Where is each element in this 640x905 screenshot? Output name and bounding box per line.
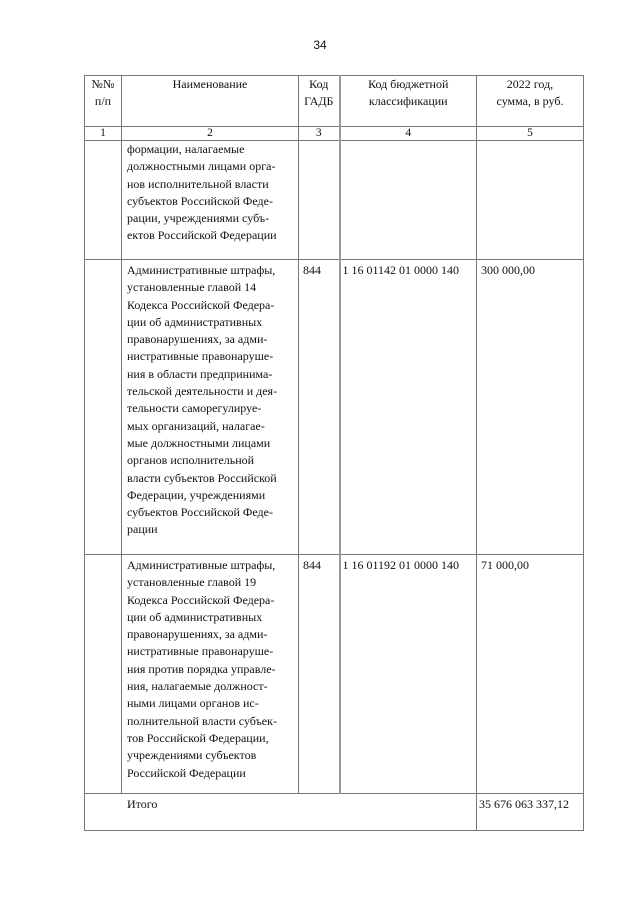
text-line: Российской Федерации: [127, 765, 246, 780]
column-number: 3: [299, 127, 340, 141]
text-line: Административные штрафы,: [127, 558, 276, 572]
text-line: установленные главой 14: [127, 280, 257, 295]
row-gadb: 844: [299, 260, 340, 555]
row-gadb: 844: [299, 555, 340, 794]
text-line: Наименование: [172, 77, 248, 91]
text-line: власти субъектов Российской: [127, 470, 277, 485]
column-number: 5: [477, 127, 584, 141]
text-line: должностными лицами орга-: [127, 159, 276, 174]
text-line: тельности саморегулируе-: [127, 401, 262, 416]
total-sum: 35 676 063 337,12: [477, 794, 584, 831]
row-sum: 300 000,00: [477, 260, 584, 555]
text-line: ния против порядка управле-: [127, 661, 276, 676]
text-line: ГАДБ: [304, 94, 334, 108]
text-line: Административные штрафы,: [127, 263, 276, 277]
column-number: 4: [340, 127, 477, 141]
table-row: [85, 141, 584, 260]
text-line: ными лицами органов ис-: [127, 696, 259, 711]
text-line: мых организаций, налагае-: [127, 418, 265, 433]
row-sum: 71 000,00: [477, 555, 584, 794]
text-line: формации, налагаемые: [127, 142, 245, 156]
text-line: ции об административных: [127, 314, 263, 329]
column-number: 2: [122, 127, 299, 141]
column-number-row: [85, 127, 584, 141]
header-cell-sum: [477, 76, 584, 127]
text-line: Код бюджетной: [368, 77, 449, 91]
text-line: установленные главой 19: [127, 575, 257, 590]
column-number: 1: [85, 127, 122, 141]
text-line: ции об административных: [127, 609, 263, 624]
total-label: Итого: [85, 794, 477, 831]
text-line: нов исполнительной власти: [127, 176, 269, 191]
row-kbk: 1 16 01192 01 0000 140: [340, 555, 477, 794]
text-line: субъектов Российской Феде-: [127, 505, 273, 520]
text-line: рации, учреждениями субъ-: [127, 211, 270, 226]
row-name: [122, 141, 299, 260]
text-line: правонарушениях, за адми-: [127, 332, 268, 347]
text-line: Кодекса Российской Федера-: [127, 297, 275, 312]
row-num: [85, 555, 122, 794]
row-num: [85, 260, 122, 555]
text-line: Кодекса Российской Федера-: [127, 592, 275, 607]
text-line: тельской деятельности и дея-: [127, 384, 278, 399]
text-line: органов исполнительной: [127, 453, 255, 468]
row-sum: [477, 141, 584, 260]
header-cell-gadb: [299, 76, 340, 127]
table-row: [85, 260, 584, 555]
text-line: ектов Российской Федерации: [127, 228, 277, 243]
row-num: [85, 141, 122, 260]
text-line: ния в области предпринима-: [127, 366, 273, 381]
row-kbk: [340, 141, 477, 260]
text-line: классификации: [368, 94, 448, 108]
table-row: [85, 555, 584, 794]
text-line: ния, налагаемые должност-: [127, 679, 268, 694]
text-line: №№: [91, 77, 115, 91]
budget-table: [84, 75, 584, 831]
row-kbk: 1 16 01142 01 0000 140: [340, 260, 477, 555]
header-cell-name: [122, 76, 299, 127]
text-line: нистративные правонаруше-: [127, 644, 274, 659]
text-line: п/п: [94, 94, 112, 108]
text-line: полнительной власти субъек-: [127, 713, 277, 728]
text-line: учреждениями субъектов: [127, 748, 257, 763]
table-header-row: [85, 76, 584, 127]
text-line: Код: [309, 77, 329, 91]
text-line: Федерации, учреждениями: [127, 487, 266, 502]
header-cell-kbk: [340, 76, 477, 127]
text-line: мые должностными лицами: [127, 435, 271, 450]
text-line: субъектов Российской Феде-: [127, 193, 273, 208]
row-gadb: [299, 141, 340, 260]
row-name: [122, 260, 299, 555]
text-line: сумма, в руб.: [496, 94, 564, 108]
header-cell-num: [85, 76, 122, 127]
text-line: тов Российской Федерации,: [127, 730, 269, 745]
total-row: [85, 794, 584, 831]
text-line: нистративные правонаруше-: [127, 349, 274, 364]
row-name: [122, 555, 299, 794]
text-line: правонарушениях, за адми-: [127, 627, 268, 642]
page-number: 34: [313, 38, 327, 52]
text-line: рации: [127, 522, 158, 537]
text-line: 2022 год,: [506, 77, 554, 91]
